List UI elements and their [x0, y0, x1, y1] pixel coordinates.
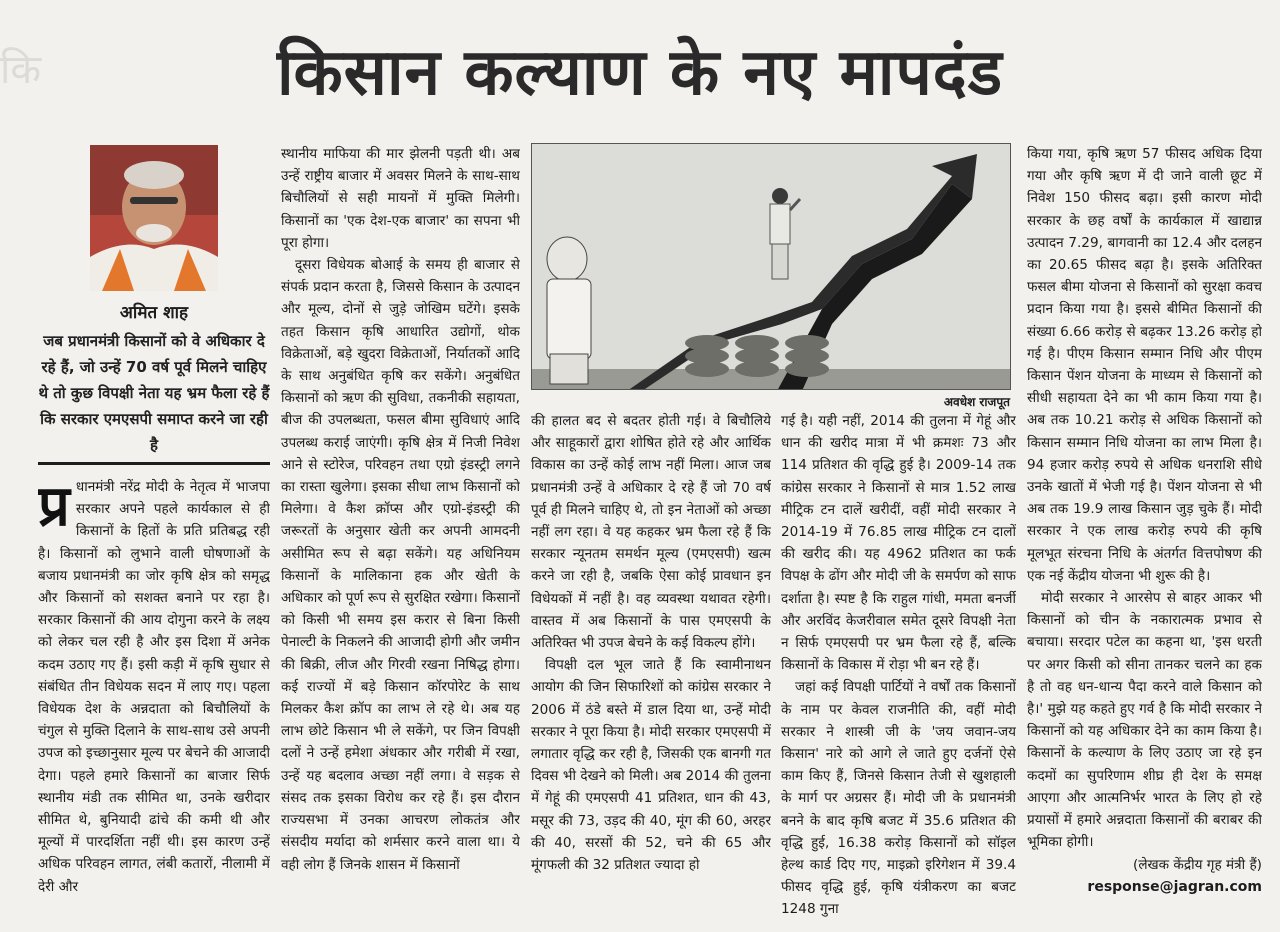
response-email[interactable]: response@jagran.com — [1087, 878, 1262, 895]
author-photo — [90, 145, 218, 291]
author-note: (लेखक केंद्रीय गृह मंत्री हैं) — [1133, 856, 1262, 873]
paragraph: स्थानीय माफिया की मार झेलनी पड़ती थी। अब उन्हें राष्ट्रीय बाजार में अवसर मिलने के साथ-साथ बिचौलियों से सही मायनों में मुक्ति मिलेगी। किसानों का 'एक देश-एक बाजार' का सपना भी पूरा होगा। — [281, 146, 520, 251]
article-column-3 — [531, 410, 771, 928]
paragraph-text: धानमंत्री नरेंद्र मोदी के नेतृत्व में भाजपा सरकार अपने पहले कार्यकाल से ही किसानों के हितों के प्रति प्रतिबद्ध रही है। किसानों को लुभाने वाली घोषणाओं के बजाय प्रधानमंत्री का जोर कृषि क्षेत्र को समृद्ध और किसानों को सशक्त बनाने पर रहा है। सरकार किसानों की आय दोगुना करने के लक्ष्य को लेकर चल रही है और इस दिशा में अनेक कदम उठाए गए हैं। इसी कड़ी में कृषि सुधार से संबंधित तीन विधेयक सदन में लाए गए। पहला विधेयक देश के अन्नदाता को बिचौलियों के चंगुल से मुक्ति दिलाने के साथ-साथ उसे अपनी उपज को इच्छानुसार मूल्य पर बेचने की आजादी देगा। पहले हमारे किसानों का बाजार सिर्फ स्थानीय मंडी तक सीमित था, उनके खरीदार सीमित थे, बुनियादी ढांचे की कमी थी और मूल्यों में पारदर्शिता नहीं थी। इस कारण उन्हें अधिक परिवहन लागत, लंबी कतारों, नीलामी में देरी और — [38, 479, 270, 895]
headline-area — [0, 0, 1280, 135]
faded-background-text: कि — [0, 47, 42, 93]
article-column-2 — [281, 143, 520, 928]
page-title: किसान कल्याण के नए मापदंड — [276, 36, 1004, 110]
article-column-1 — [38, 476, 270, 926]
paragraph: मोदी सरकार ने आरसेप से बाहर आकर भी किसानों को चीन के नकारात्मक प्रभाव से बचाया। सरदार पटेल का कहना था, 'इस धरती पर अगर किसी को सीना तानकर चलने का हक है तो वह धन-धान्य पैदा करने वाले किसान को है।' मुझे यह कहते हुए गर्व है कि मोदी सरकार ने किसानों को यह अधिकार देने का काम किया है। किसानों के कल्याण के लिए उठाए जा रहे इन कदमों का सुपरिणाम शीघ्र ही देश के समक्ष आएगा और आत्मनिर्भर भारत के लिए हो रहे प्रयासों में हमारे अन्नदाता किसानों की बराबर की भूमिका होगी। — [1027, 590, 1262, 851]
politician-figure — [547, 237, 591, 384]
paragraph: दूसरा विधेयक बोआई के समय ही बाजार से संपर्क प्रदान करता है, जिससे किसान के उत्पादन और मूल्य, दोनों से जुड़े जोखिम घटेंगे। इसके तहत किसान कृषि आधारित उद्योगों, थोक विक्रेताओं, बड़े खुदरा विक्रेताओं, निर्यातकों आदि के साथ अनुबंधित कृषि कर सकेंगे। अनुबंधित किसानों को ऋण की सुविधा, तकनीकी सहायता, बीज की उपलब्धता, फसल बीमा सुविधाएं आदि उपलब्ध कराई जाएंगी। कृषि क्षेत्र में निजी निवेश आने से स्टोरेज, परिवहन तथा एग्रो इंडस्ट्री लगने का रास्ता खुलेगा। इसका सीधा लाभ किसानों को मिलेगा। वे कैश क्रॉप्स और एग्रो-इंडस्ट्री की जरूरतों के अनुसार खेती कर अपनी आमदनी असीमित रूप से बढ़ा सकेंगे। यह अधिनियम किसानों के मालिकाना हक और खेती के अधिकार को पूर्ण रूप से सुरक्षित रखेगा। किसानों को किसी भी समय इस करार से बिना किसी पेनाल्टी के निकलने की आजादी होगी और जमीन की बिक्री, लीज और गिरवी रखना निषिद्ध होगा। कई राज्यों में बड़े किसान कॉरपोरेट के साथ मिलकर कैश क्रॉप का लाभ ले रहे थे। अब यह लाभ छोटे किसान भी ले सकेंगे, पर जिन विपक्षी दलों ने उन्हें हमेशा अंधकार और गरीबी में रखा, उन्हें यह बदलाव अच्छा नहीं लगा। वे सड़क से संसद तक इसका विरोध कर रहे हैं। इस दौरान राज्यसभा में उनका आचरण लोकतंत्र और संसदीय मर्यादा को शर्मसार करने वाला था। ये वही लोग हैं जिनके शासन में किसानों — [281, 257, 520, 873]
paragraph: जहां कई विपक्षी पार्टियों ने वर्षों तक किसानों के नाम पर केवल राजनीति की, वहीं मोदी सरकार ने शास्त्री जी के 'जय जवान-जय किसान' नारे को आगे ले जाते हुए दर्जनों ऐसे काम किए हैं, जिनसे किसान तेजी से खुशहाली के मार्ग पर अग्रसर हैं। मोदी जी के प्रधानमंत्री बनने के बाद कृषि बजट में 35.6 प्रतिशत की वृद्धि हुई, 16.38 करोड़ किसानों को सॉइल हेल्थ कार्ड दिए गए, माइक्रो इरिगेशन में 39.4 फीसद वृद्धि हुई, कृषि यंत्रीकरण का बजट 1248 गुना — [781, 679, 1016, 918]
grain-sacks — [685, 335, 829, 377]
drop-cap: प्र — [38, 476, 70, 539]
author-name: अमित शाह — [119, 303, 189, 323]
paragraph — [38, 476, 270, 898]
article-column-4 — [781, 410, 1016, 928]
paragraph: की हालत बद से बदतर होती गई। वे बिचौलिये और साहूकारों द्वारा शोषित होते रहे और आर्थिक विकास का उन्हें कोई लाभ नहीं मिला। आज जब प्रधानमंत्री उन्हें वे अधिकार दे रहे हैं जो 70 वर्ष पूर्व ही मिलने चाहिए थे, तो इन नेताओं को अच्छा नहीं लग रहा। वे यह कहकर भ्रम फैला रहे हैं कि सरकार न्यूनतम समर्थन मूल्य (एमएसपी) खत्म करने जा रही है, जबकि ऐसा कोई प्रावधान इन विधेयकों में नहीं है। वह व्यवस्था यथावत रहेगी। वास्तव में अब किसानों के पास एमएसपी के अतिरिक्त भी उपज बेचने के कई विकल्प होंगे। — [531, 413, 771, 652]
article-column-5 — [1027, 143, 1262, 928]
pull-quote: जब प्रधानमंत्री किसानों को वे अधिकार दे रहे हैं, जो उन्हें 70 वर्ष पूर्व मिलने चाहिए थे तो कुछ विपक्षी नेता यह भ्रम फैला रहे हैं कि सरकार एमएसपी समाप्त करने जा रही है — [38, 332, 270, 454]
cartoonist-credit: अवधेश राजपूत — [943, 395, 1010, 409]
growth-arrow-cartoon — [532, 144, 1011, 390]
paragraph: विपक्षी दल भूल जाते हैं कि स्वामीनाथन आयोग की जिन सिफारिशों को कांग्रेस सरकार ने 2006 में ठंडे बस्ते में डाल दिया था, उन्हें मोदी सरकार ने पूरा किया है। मोदी सरकार एमएसपी में लगातार वृद्धि कर रही है, जिसकी एक बानगी गत दिवस भी देखने को मिली। अब 2014 की तुलना में गेहूं की एमएसपी 41 प्रतिशत, धान की 43, मसूर की 73, उड़द की 40, मूंग की 60, अरहर की 40, सरसों की 52, चने की 65 और मूंगफली की 32 प्रतिशत ज्यादा हो — [531, 657, 771, 874]
section-divider — [38, 462, 270, 465]
paragraph: किया गया, कृषि ऋण 57 फीसद अधिक दिया गया और कृषि ऋण में दी जाने वाली छूट में निवेश 150 फीसद बढ़ा। इसी कारण मोदी सरकार के छह वर्षों के कार्यकाल में खाद्यान्न उत्पादन 7.29, बागवानी का 12.4 और दलहन का 20.65 फीसद बढ़ा है। इसके अतिरिक्त फसल बीमा योजना से किसानों को सुरक्षा कवच प्रदान किया गया है। इससे बीमित किसानों की संख्या 6.66 करोड़ से बढ़कर 13.26 करोड़ हो गई है। पीएम किसान सम्मान निधि और पीएम किसान पेंशन योजना के माध्यम से किसानों को सीधी सहायता देने का भी काम किया गया है। अब तक 10.21 करोड़ से अधिक किसानों को किसान सम्मान निधि योजना का लाभ मिला है। 94 हजार करोड़ रुपये से अधिक धनराशि सीधे उनके खातों में भेजी गई है। पेंशन योजना से भी अब तक 19.9 लाख किसान जुड़ चुके हैं। मोदी सरकार ने एक लाख करोड़ रुपये की कृषि मूलभूत संरचना निधि के अंतर्गत वित्तपोषण की एक नई केंद्रीय योजना भी शुरू की है। — [1027, 146, 1262, 584]
editorial-cartoon — [531, 143, 1011, 390]
portrait-illustration — [90, 145, 218, 291]
paragraph: गई है। यही नहीं, 2014 की तुलना में गेहूं और धान की खरीद मात्रा में भी क्रमशः 73 और 114 प्रतिशत की वृद्धि हुई है। 2009-14 तक कांग्रेस सरकार ने किसानों से मात्र 1.52 लाख मीट्रिक टन दालें खरीदीं, वहीं मोदी सरकार ने 2014-19 में 76.85 लाख मीट्रिक टन दालों की खरीद की। यह 4962 प्रतिशत का फर्क विपक्ष के ढोंग और मोदी जी के समर्पण को साफ दर्शाता है। स्पष्ट है कि राहुल गांधी, ममता बनर्जी और अरविंद केजरीवाल समेत दूसरे विपक्षी नेता न सिर्फ एमएसपी पर भ्रम फैला रहे हैं, बल्कि किसानों के विकास में रोड़ा भी बन रहे हैं। — [781, 413, 1016, 674]
